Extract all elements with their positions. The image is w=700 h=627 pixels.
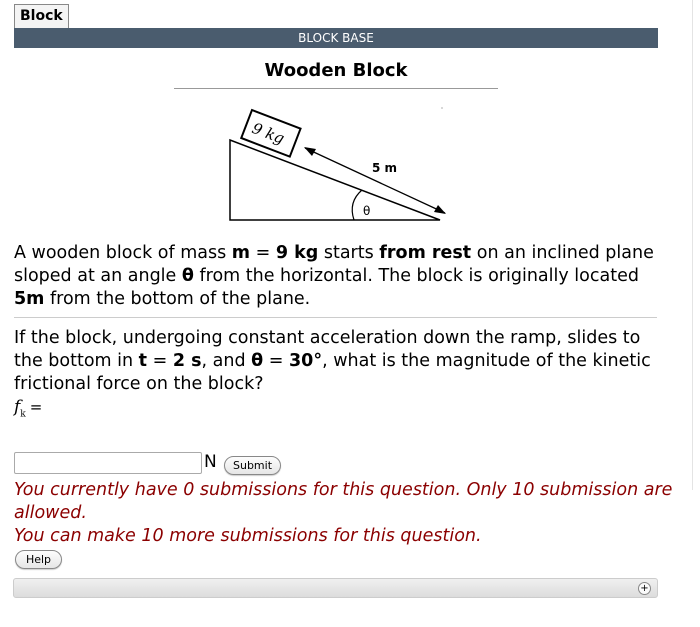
help-button[interactable]: Help	[15, 550, 62, 569]
block-tab[interactable]: Block	[14, 4, 69, 29]
arrow-head-top	[304, 147, 316, 156]
distance-arrow	[305, 148, 445, 213]
collapsed-panel-bar[interactable]	[13, 578, 658, 598]
answer-label: $f_k$ =	[14, 397, 43, 420]
distance-label: 5 m	[372, 161, 398, 175]
problem-statement-2: If the block, undergoing constant acceleration down the ramp, slides to the bottom in t = 2 s, and θ = 30°, what is the magnitude of the kinetic frictional force on the block?	[14, 328, 651, 394]
expand-plus-icon[interactable]: +	[638, 582, 651, 595]
block-base-header: BLOCK BASE	[14, 28, 658, 48]
problem-statement-1: A wooden block of mass m = 9 kg starts from rest on an inclined plane sloped at an angle θ from the horizontal. The block is originally located 5m from the bottom of the plane.	[14, 243, 654, 309]
inclined-plane-figure	[220, 100, 460, 225]
submissions-message: You currently have 0 submissions for this question. Only 10 submission are allowed.	[14, 480, 673, 523]
scrollbar-edge	[692, 0, 693, 490]
arrow-head-bottom	[434, 205, 446, 214]
block-mass-label: 9 kg	[249, 119, 287, 148]
submit-button[interactable]: Submit	[224, 456, 281, 475]
remaining-submissions-message: You can make 10 more submissions for this question.	[14, 526, 482, 546]
page-title: Wooden Block	[264, 60, 408, 81]
title-divider	[174, 88, 498, 89]
angle-label: θ	[363, 204, 371, 218]
incline-triangle	[230, 140, 440, 220]
angle-arc	[352, 190, 362, 220]
unit-label: N	[204, 452, 217, 472]
section-divider	[14, 317, 657, 318]
answer-input[interactable]	[14, 452, 202, 474]
